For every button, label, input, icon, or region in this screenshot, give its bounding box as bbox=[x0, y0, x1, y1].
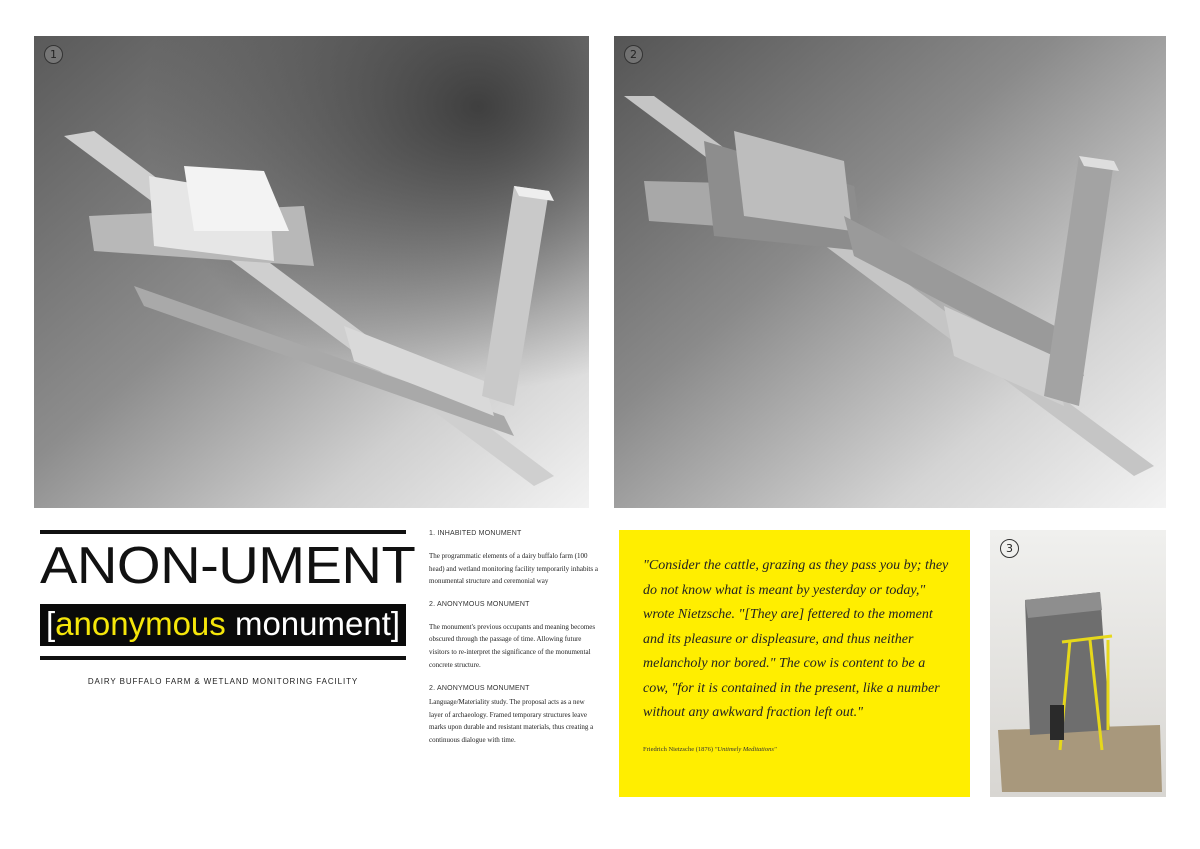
quote-work-title: "Untimely Meditations" bbox=[714, 745, 777, 753]
model-photo-2 bbox=[614, 36, 1166, 508]
subtitle-bracket-open: [ bbox=[46, 605, 56, 642]
bottom-rule bbox=[40, 656, 406, 660]
concrete-model-image bbox=[990, 530, 1166, 797]
photo-number-3: 3 bbox=[1000, 539, 1019, 558]
photo-number-1: 1 bbox=[44, 45, 63, 64]
subtitle-rest: monument bbox=[225, 605, 391, 642]
model-photo-1 bbox=[34, 36, 589, 508]
project-caption: DAIRY BUFFALO FARM & WETLAND MONITORING FACILITY bbox=[87, 677, 359, 686]
section-body: The programmatic elements of a dairy buffalo farm (100 head) and wetland monitoring facility temporarily inhabits a monumental structure and ceremonial way bbox=[429, 552, 598, 586]
section-body: The monument's previous occupants and meaning becomes obscured through the passage of time. Allowing future visitors to re-interpret the significance of the monumental concrete structure. bbox=[429, 622, 596, 669]
project-title: ANON-UMENT bbox=[40, 537, 416, 595]
project-subtitle bbox=[40, 604, 406, 646]
section-body: Language/Materiality study. The proposal acts as a new layer of archaeology. Framed temporary structures leave marks upon durable and resistant materials, thus creating a continuous dialogue with time. bbox=[429, 698, 594, 744]
nietzsche-quote: "Consider the cattle, grazing as they pass you by; they do not know what is meant by yesterday or today," wrote Nietzsche. "[They are] fettered to the moment and its pleasure or displeasure, and thus neither melancholy nor bored." The cow is content to be a cow, "for it is contained in the present, like a number without any awkward fraction left out." bbox=[643, 558, 949, 720]
section-heading: 1. INHABITED MONUMENT bbox=[429, 530, 522, 537]
quote-author: Friedrich Nietzsche (1876) bbox=[643, 745, 715, 753]
title-block bbox=[40, 530, 416, 686]
quote-block bbox=[619, 530, 970, 797]
subtitle-highlight: anonymous bbox=[55, 605, 226, 642]
architectural-model-image bbox=[34, 36, 589, 508]
model-photo-3 bbox=[990, 530, 1166, 797]
description-column bbox=[429, 530, 599, 760]
section-heading: 2. ANONYMOUS MONUMENT bbox=[429, 600, 530, 608]
top-rule bbox=[40, 530, 406, 534]
section-heading: 2. ANONYMOUS MONUMENT bbox=[429, 685, 530, 693]
photo-number-2: 2 bbox=[624, 45, 643, 64]
quote-attribution bbox=[643, 746, 950, 753]
architectural-model-image bbox=[614, 36, 1166, 508]
subtitle-bracket-close: ] bbox=[390, 605, 401, 642]
